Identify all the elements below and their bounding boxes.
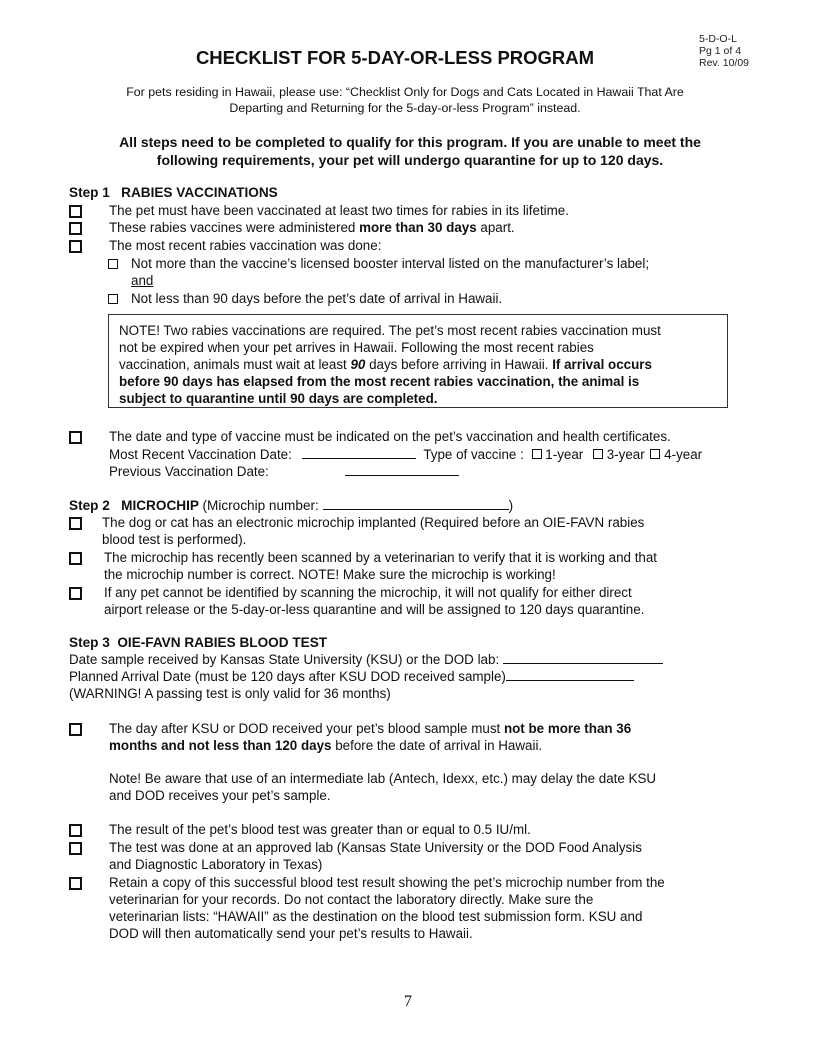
requirements-warning xyxy=(60,133,760,169)
text: DOD will then automatically send your pet’s results to Hawaii. xyxy=(109,926,473,941)
item-text xyxy=(109,839,749,873)
text: apart. xyxy=(476,220,515,235)
note-line xyxy=(119,356,717,373)
text: veterinarian for your records. Do not contact the laboratory directly. Make sure the xyxy=(109,892,594,907)
text: airport release or the 5-day-or-less quarantine and will be assigned to 120 days quarantine. xyxy=(104,602,645,617)
text: Not more than the vaccine’s licensed booster interval listed on the manufacturer’s label; xyxy=(131,256,650,271)
ksu-received-date-field[interactable] xyxy=(503,651,663,664)
text: The dog or cat has an electronic microchip implanted (Required before an OIE-FAVN rabies xyxy=(102,515,645,530)
note-line: before 90 days has elapsed from the most recent rabies vaccination, the animal is xyxy=(119,374,640,389)
item-text xyxy=(109,874,749,942)
emphasis: more than 30 days xyxy=(359,220,477,235)
most-recent-vaccination-row xyxy=(109,446,769,463)
field-label: Date sample received by Kansas State University (KSU) or the DOD lab: xyxy=(69,652,500,667)
text: days before arriving in Hawaii. xyxy=(365,357,553,372)
checkbox[interactable] xyxy=(69,842,82,855)
item-text xyxy=(131,255,751,289)
checkbox[interactable] xyxy=(69,723,82,736)
option-label: 3-year xyxy=(606,447,645,462)
page-info: Pg 1 of 4 xyxy=(699,45,742,57)
emphasis: 90 xyxy=(350,357,366,372)
intro-line: Departing and Returning for the 5-day-or-less Program” instead. xyxy=(229,101,581,115)
item-text xyxy=(102,514,742,548)
step-label: Step 3 xyxy=(69,635,110,650)
most-recent-vaccination-date-field[interactable] xyxy=(302,446,416,459)
item-text xyxy=(104,549,744,583)
note-line: NOTE! Two rabies vaccinations are required. The pet’s most recent rabies vaccination must xyxy=(119,323,661,338)
checkbox-3-year[interactable] xyxy=(593,449,603,459)
connector: and xyxy=(131,273,154,288)
rabies-note-box xyxy=(108,314,728,408)
previous-vaccination-date-field[interactable] xyxy=(345,463,459,476)
step-title: RABIES VACCINATIONS xyxy=(121,185,278,200)
item-text: The most recent rabies vaccination was done: xyxy=(109,238,382,253)
emphasis: not be more than 36 xyxy=(503,721,632,736)
checkbox[interactable] xyxy=(108,294,118,304)
step-title: MICROCHIP xyxy=(121,498,199,513)
note-line: Note! Be aware that use of an intermediate lab (Antech, Idexx, etc.) may delay the date KSU xyxy=(109,771,657,786)
step2-heading xyxy=(69,497,513,514)
step1-heading xyxy=(69,184,278,201)
checkbox[interactable] xyxy=(69,517,82,530)
step-title: OIE-FAVN RABIES BLOOD TEST xyxy=(117,635,328,650)
checkbox[interactable] xyxy=(69,240,82,253)
paren: ) xyxy=(508,498,514,513)
item-text xyxy=(104,584,744,618)
text: The microchip has recently been scanned by a veterinarian to verify that it is working and that xyxy=(104,550,658,565)
option-label: 1-year xyxy=(545,447,584,462)
form-code: 5-D-O-L xyxy=(699,33,737,45)
text: vaccination, animals must wait at least xyxy=(119,357,351,372)
text: The test was done at an approved lab (Kansas State University or the DOD Food Analysis xyxy=(109,840,642,855)
checkbox[interactable] xyxy=(108,259,118,269)
checkbox[interactable] xyxy=(69,877,82,890)
item-text: The date and type of vaccine must be indicated on the pet’s vaccination and health certificates. xyxy=(109,429,671,444)
step-label: Step 1 xyxy=(69,185,110,200)
text: These rabies vaccines were administered xyxy=(109,220,360,235)
text: If any pet cannot be identified by scanning the microchip, it will not qualify for either direct xyxy=(104,585,632,600)
intro-line: For pets residing in Hawaii, please use: “Checklist Only for Dogs and Cats Located in Hawaii That Are xyxy=(126,85,684,99)
field-label: Most Recent Vaccination Date: xyxy=(109,447,292,462)
step3-heading xyxy=(69,634,327,651)
warning-line: following requirements, your pet will undergo quarantine for up to 120 days. xyxy=(156,152,664,168)
option-label: 4-year xyxy=(664,447,703,462)
field-label: Planned Arrival Date (must be 120 days after KSU DOD received sample) xyxy=(69,669,506,684)
microchip-number-field[interactable] xyxy=(323,497,509,510)
field-label: (Microchip number: xyxy=(202,498,319,513)
previous-vaccination-row xyxy=(109,463,769,480)
planned-arrival-row xyxy=(69,668,759,685)
text: and Diagnostic Laboratory in Texas) xyxy=(109,857,323,872)
validity-warning: (WARNING! A passing test is only valid for 36 months) xyxy=(69,686,391,701)
ksu-date-row xyxy=(69,651,759,668)
step-label: Step 2 xyxy=(69,498,110,513)
item-text xyxy=(109,720,749,754)
note-line: not be expired when your pet arrives in Hawaii. Following the most recent rabies xyxy=(119,340,594,355)
text: Retain a copy of this successful blood test result showing the pet’s microchip number from the xyxy=(109,875,665,890)
item-text: Not less than 90 days before the pet’s date of arrival in Hawaii. xyxy=(131,291,503,306)
text: The result of the pet’s blood test was greater than or equal to 0.5 IU/ml. xyxy=(109,822,531,837)
emphasis: months and not less than 120 days xyxy=(109,738,332,753)
text: before the date of arrival in Hawaii. xyxy=(331,738,543,753)
checkbox-1-year[interactable] xyxy=(532,449,542,459)
text: The day after KSU or DOD received your pet’s blood sample must xyxy=(109,721,504,736)
checkbox[interactable] xyxy=(69,205,82,218)
item-text xyxy=(109,821,749,838)
note-line: and DOD receives your pet’s sample. xyxy=(109,788,331,803)
note-line: subject to quarantine until 90 days are completed. xyxy=(119,391,438,406)
text: the microchip number is correct. NOTE! Make sure the microchip is working! xyxy=(104,567,556,582)
checkbox[interactable] xyxy=(69,587,82,600)
item-text: The pet must have been vaccinated at least two times for rabies in its lifetime. xyxy=(109,203,569,218)
emphasis: If arrival occurs xyxy=(552,357,652,372)
field-label: Type of vaccine : xyxy=(423,447,524,462)
page-number: 7 xyxy=(404,993,412,1010)
page-title: CHECKLIST FOR 5-DAY-OR-LESS PROGRAM xyxy=(195,47,595,68)
intro-note xyxy=(60,84,750,116)
planned-arrival-date-field[interactable] xyxy=(506,668,634,681)
intermediate-lab-note xyxy=(109,770,759,804)
checkbox[interactable] xyxy=(69,222,82,235)
warning-line: All steps need to be completed to qualify for this program. If you are unable to meet the xyxy=(119,134,701,150)
checkbox[interactable] xyxy=(69,552,82,565)
checkbox[interactable] xyxy=(69,824,82,837)
checkbox-4-year[interactable] xyxy=(650,449,660,459)
text: blood test is performed). xyxy=(102,532,247,547)
revision: Rev. 10/09 xyxy=(699,57,750,69)
text: veterinarian lists: “HAWAII” as the destination on the blood test submission form. KSU and xyxy=(109,909,643,924)
checkbox[interactable] xyxy=(69,431,82,444)
item-text xyxy=(109,219,749,236)
field-label: Previous Vaccination Date: xyxy=(109,464,269,479)
